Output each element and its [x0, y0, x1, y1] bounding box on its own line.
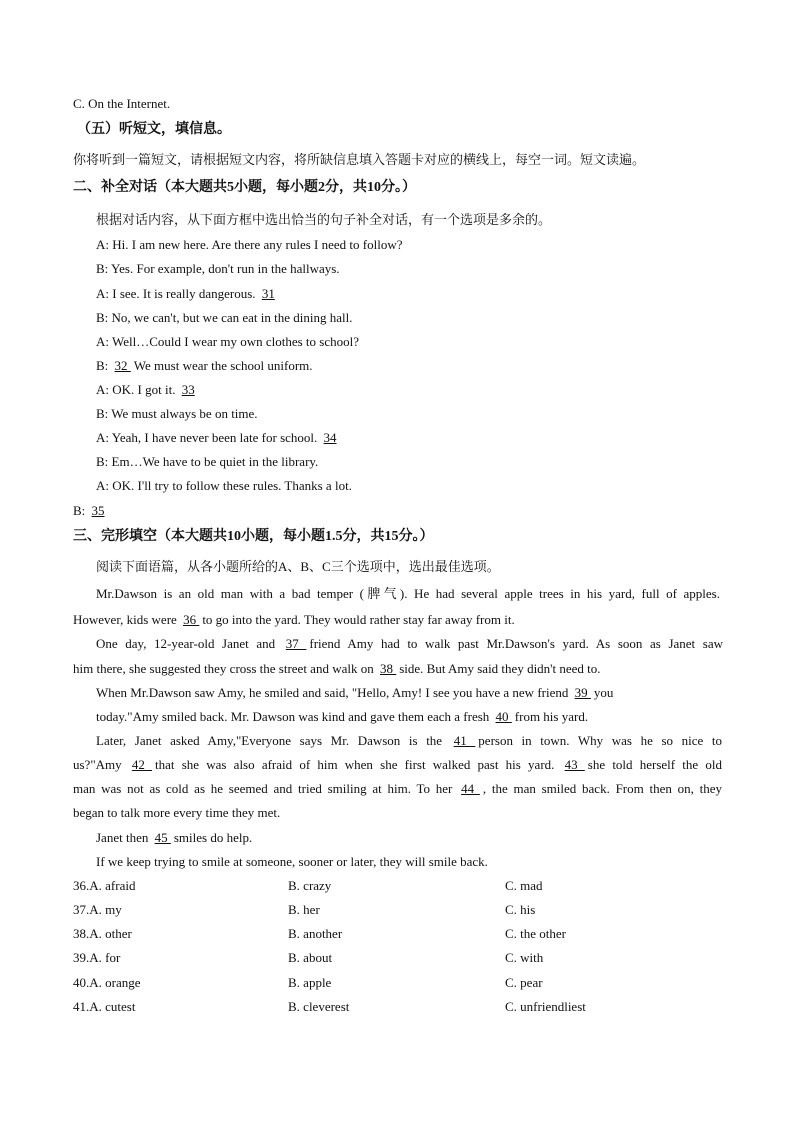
passage-line: began to talk more every time they met.: [73, 805, 281, 820]
blank-44: 44: [461, 781, 480, 796]
option-40-a: 40.A. orange: [73, 975, 141, 990]
option-41-c: C. unfriendliest: [505, 999, 586, 1014]
passage-line: Mr.Dawson is an old man with a bad temper (脾气). He had several apple trees in his yard, full of apples.: [96, 586, 720, 601]
passage-line: him there, she suggested they cross the street and walk on 38 side. But Amy said they didn't need to.: [73, 661, 601, 676]
blank-45: 45: [154, 830, 171, 845]
option-36-c: C. mad: [505, 878, 543, 893]
blank-38: 38: [379, 661, 397, 676]
option-38-b: B. another: [288, 926, 343, 941]
dialogue-line: B: Em…We have to be quiet in the library.: [96, 454, 319, 469]
option-39-c: C. with: [505, 950, 544, 965]
blank-39: 39: [574, 685, 591, 700]
dialogue-line: B: No, we can't, but we can eat in the dining hall.: [96, 310, 353, 325]
passage-line: today."Amy smiled back. Mr. Dawson was kind and gave them each a fresh 40 from his yard.: [96, 709, 589, 724]
dialogue-line: A: Well…Could I wear my own clothes to school?: [96, 334, 360, 349]
blank-33: 33: [181, 382, 195, 397]
option-40-c: C. pear: [505, 975, 543, 990]
dialogue-line: B: Yes. For example, don't run in the hallways.: [96, 261, 340, 276]
passage-line: However, kids were 36 to go into the yard. They would rather stay far away from it.: [73, 612, 515, 627]
passage-line: When Mr.Dawson saw Amy, he smiled and said, "Hello, Amy! I see you have a new friend 39 you: [96, 685, 614, 700]
blank-34: 34: [323, 430, 337, 445]
blank-40: 40: [495, 709, 512, 724]
blank-35: 35: [91, 503, 105, 518]
passage-line: us?"Amy 42 that she was also afraid of him when she first walked past his yard. 43 she told herself the old: [73, 757, 723, 772]
passage-line: Later, Janet asked Amy,"Everyone says Mr. Dawson is the 41 person in town. Why was he so nice to: [96, 733, 723, 748]
option-41-b: B. cleverest: [288, 999, 350, 1014]
blank-32: 32: [114, 358, 131, 373]
section-3-instruction: 阅读下面语篇，从各小题所给的A、B、C三个选项中，选出最佳选项。: [96, 559, 500, 574]
passage-line: If we keep trying to smile at someone, sooner or later, they will smile back.: [96, 854, 488, 869]
dialogue-line: A: OK. I'll try to follow these rules. Thanks a lot.: [96, 478, 352, 493]
option-41-a: 41.A. cutest: [73, 999, 136, 1014]
section-2-heading: 二、补全对话（本大题共5小题，每小题2分，共10分。）: [73, 180, 416, 195]
option-38-a: 38.A. other: [73, 926, 132, 941]
option-40-b: B. apple: [288, 975, 332, 990]
dialogue-line: B: We must always be on time.: [96, 406, 258, 421]
passage-line: One day, 12-year-old Janet and 37 friend Amy had to walk past Mr.Dawson's yard. As soon as Janet saw: [96, 636, 723, 651]
option-37-c: C. his: [505, 902, 536, 917]
subsection-heading-5: （五）听短文，填信息。: [77, 122, 231, 137]
section-2-instruction: 根据对话内容，从下面方框中选出恰当的句子补全对话，有一个选项是多余的。: [96, 212, 552, 227]
dialogue-line: A: I see. It is really dangerous. 31: [96, 286, 746, 302]
blank-36: 36: [183, 612, 200, 627]
option-37-a: 37.A. my: [73, 902, 122, 917]
blank-42: 42: [131, 757, 153, 772]
blank-37: 37: [285, 636, 307, 651]
blank-43: 43: [564, 757, 585, 772]
option-36-b: B. crazy: [288, 878, 332, 893]
dialogue-line: A: Hi. I am new here. Are there any rules I need to follow?: [96, 237, 403, 252]
option-38-c: C. the other: [505, 926, 567, 941]
dialogue-line: B: 35: [73, 503, 723, 519]
option-39-a: 39.A. for: [73, 950, 121, 965]
passage-line: man was not as cold as he seemed and tried smiling at him. To her 44 , the man smiled back. From then on, they: [73, 781, 723, 796]
option-37-b: B. her: [288, 902, 320, 917]
dialogue-line: B: 32 We must wear the school uniform.: [96, 358, 313, 373]
dialogue-line: A: Yeah, I have never been late for school. 34: [96, 430, 746, 446]
blank-41: 41: [453, 733, 476, 748]
subsection-instruction: 你将听到一篇短文，请根据短文内容，将所缺信息填入答题卡对应的横线上，每空一词。短文读遍。: [73, 152, 646, 167]
passage-line: Janet then 45 smiles do help.: [96, 830, 253, 845]
blank-31: 31: [261, 286, 275, 301]
prev-option-c: C. On the Internet.: [73, 96, 171, 111]
section-3-heading: 三、完形填空（本大题共10小题，每小题1.5分，共15分。）: [73, 529, 434, 544]
option-36-a: 36.A. afraid: [73, 878, 136, 893]
option-39-b: B. about: [288, 950, 333, 965]
dialogue-line: A: OK. I got it. 33: [96, 382, 746, 398]
